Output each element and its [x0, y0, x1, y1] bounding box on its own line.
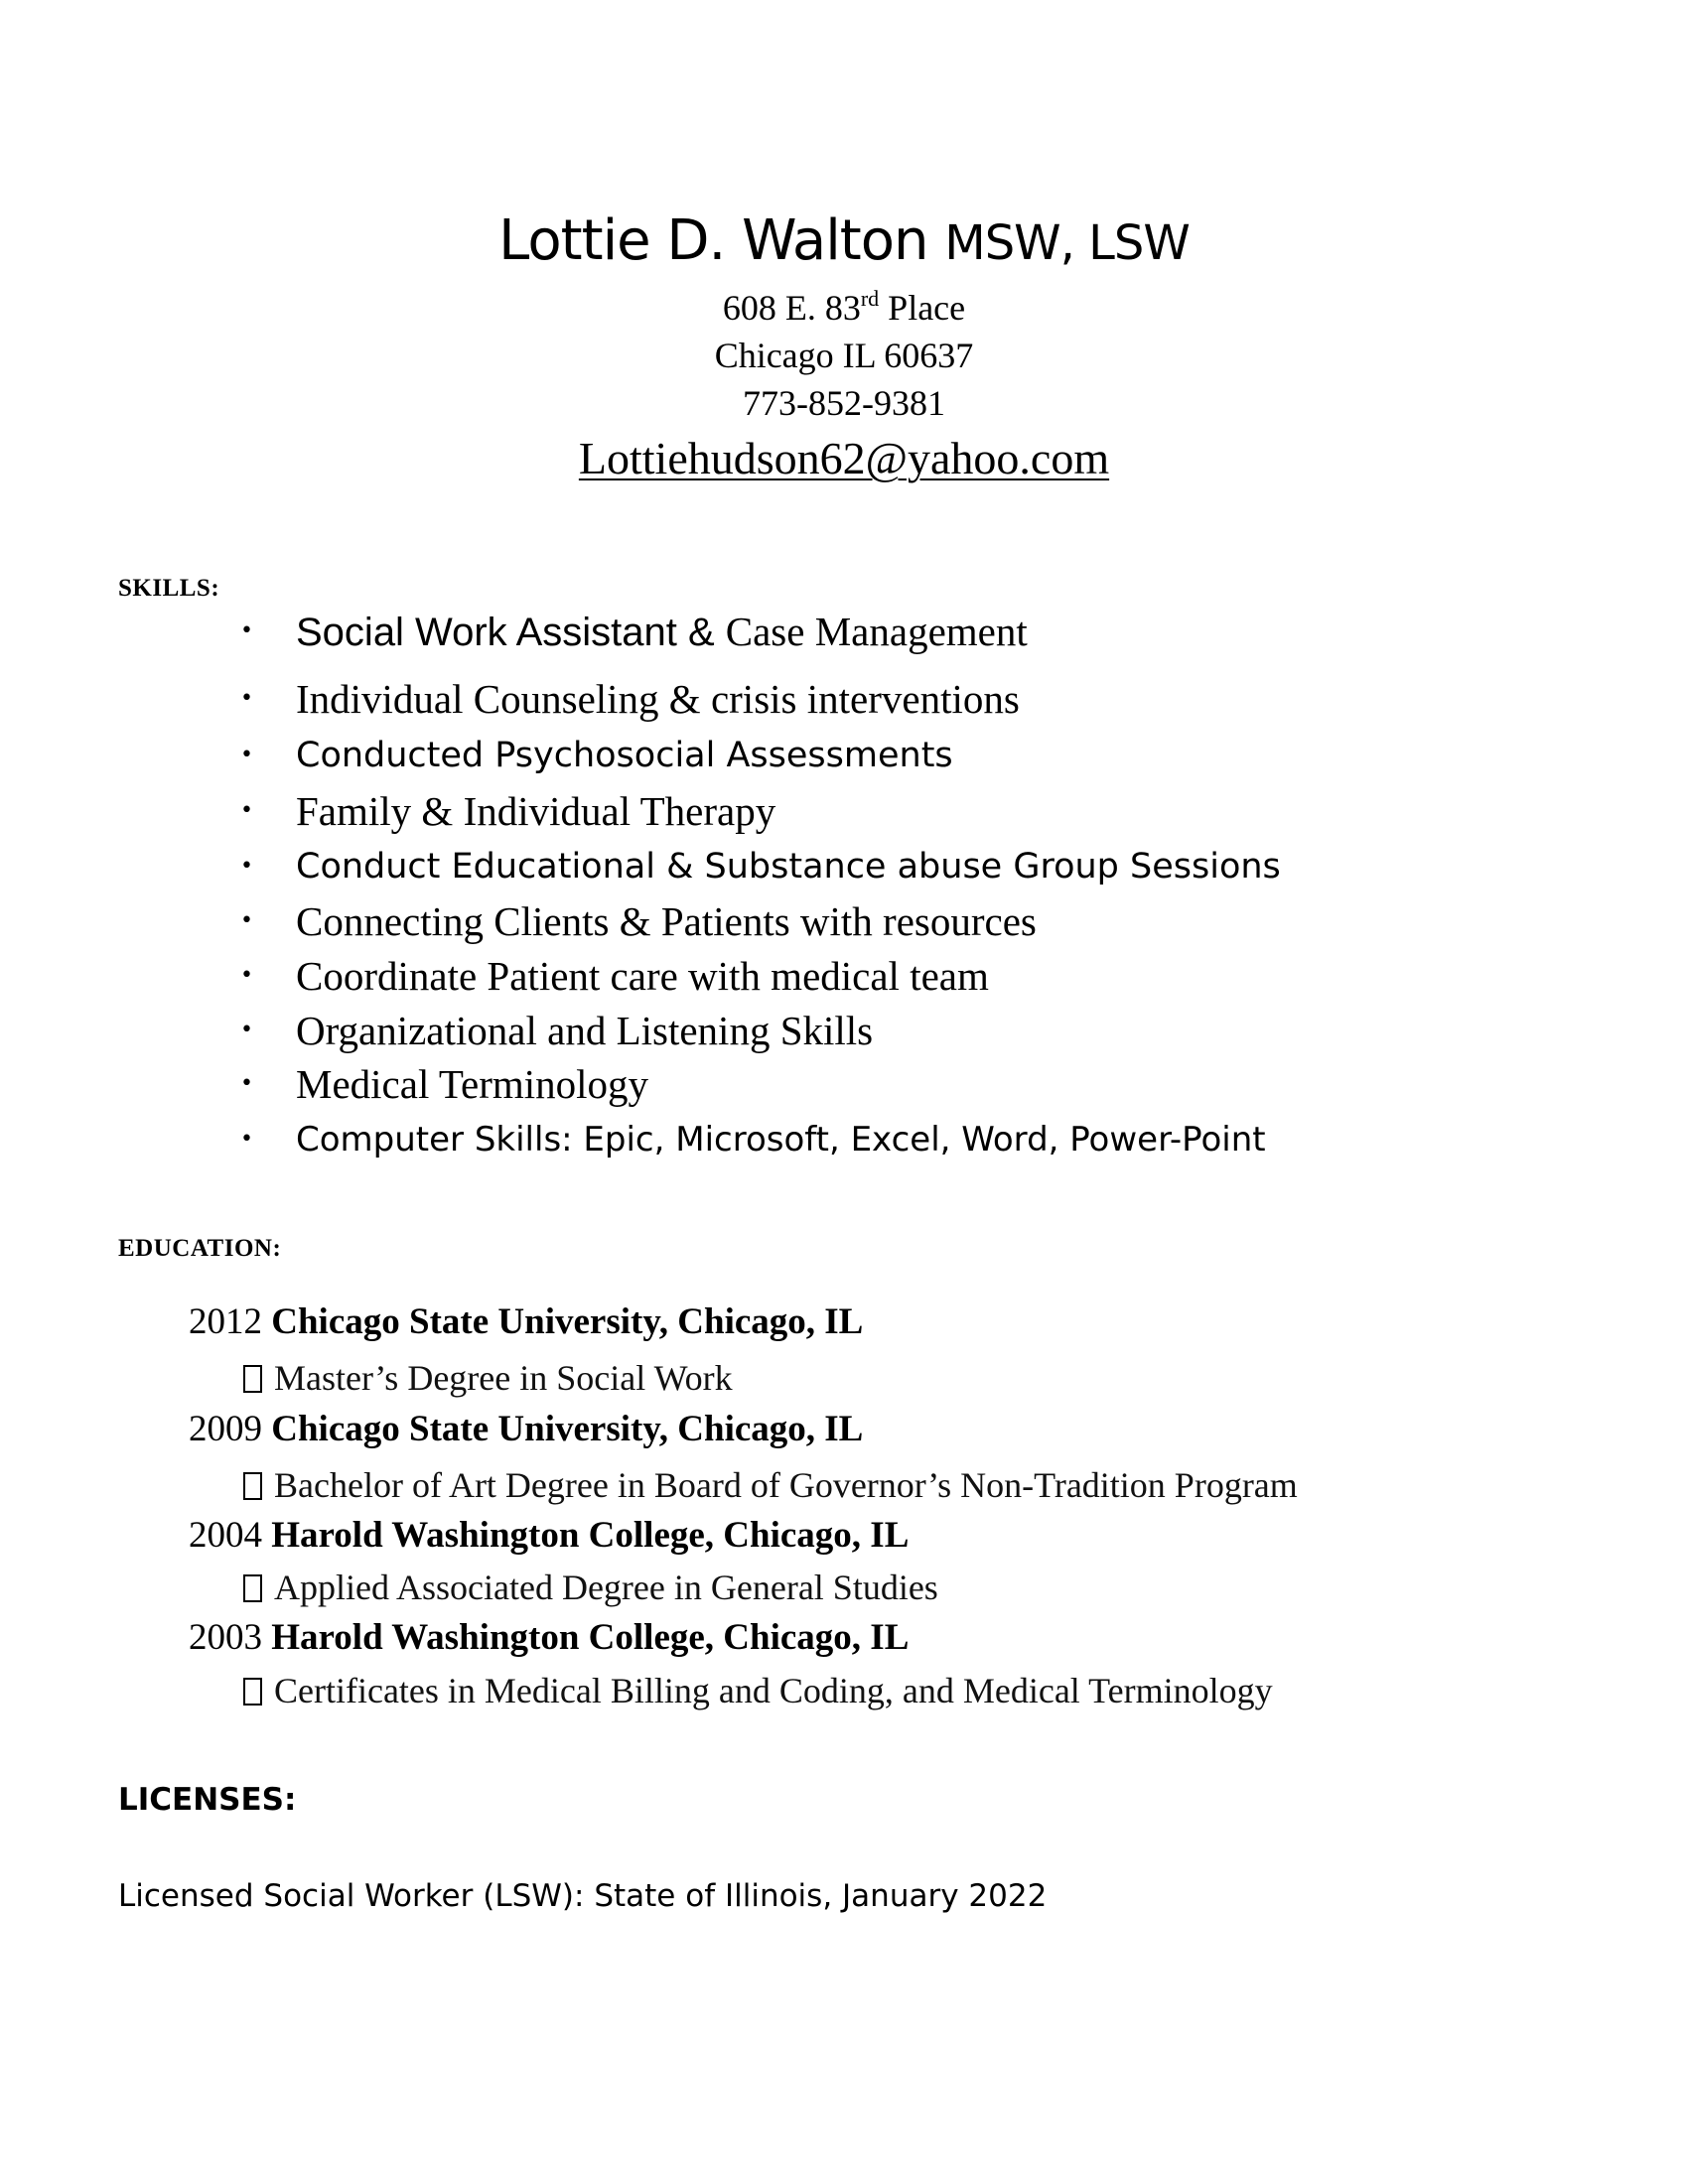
education-entry — [189, 1512, 1618, 1560]
bullet-icon: • — [240, 618, 253, 643]
street-suffix: Place — [879, 288, 966, 328]
skill-item — [240, 1056, 1650, 1112]
skill-item — [240, 604, 1650, 659]
empty-box-icon — [243, 1365, 262, 1393]
education-detail — [243, 1461, 1633, 1509]
skill-item — [240, 671, 1650, 727]
education-year: 2003 — [189, 1617, 262, 1658]
bullet-icon: • — [240, 743, 253, 767]
phone-number: 773-852-9381 — [743, 383, 945, 423]
education-detail — [243, 1667, 1633, 1714]
skill-text: Connecting Clients & Patients with resources — [296, 898, 1037, 944]
skill-text: Individual Counseling & crisis interventions — [296, 676, 1020, 722]
education-year: 2004 — [189, 1515, 262, 1556]
bullet-icon: • — [240, 798, 253, 823]
skill-text-part: Case Management — [725, 609, 1028, 654]
skill-item — [240, 783, 1650, 839]
email-line — [0, 429, 1688, 488]
full-name: Lottie D. Walton — [498, 208, 928, 273]
education-heading: EDUCATION: — [118, 1235, 282, 1262]
license-item: Licensed Social Worker (LSW): State of Illinois, January 2022 — [118, 1878, 1048, 1914]
bullet-icon: • — [240, 854, 253, 879]
skill-text: Family & Individual Therapy — [296, 788, 776, 834]
skill-item — [240, 839, 1650, 894]
empty-box-icon — [243, 1472, 262, 1500]
bullet-icon: • — [240, 963, 253, 988]
education-detail-text: Applied Associated Degree in General Studies — [274, 1568, 938, 1607]
skill-item — [240, 1112, 1650, 1167]
education-detail-text: Certificates in Medical Billing and Coding, and Medical Terminology — [274, 1671, 1273, 1710]
skill-item — [240, 1003, 1650, 1058]
education-entry — [189, 1406, 1618, 1453]
bullet-icon: • — [240, 1018, 253, 1042]
bullet-icon: • — [240, 686, 253, 711]
education-entry — [189, 1614, 1618, 1662]
education-school: Harold Washington College, Chicago, IL — [271, 1515, 910, 1556]
licenses-heading: LICENSES: — [118, 1782, 297, 1818]
skill-item — [240, 893, 1650, 949]
education-detail-text: Bachelor of Art Degree in Board of Governor’s Non-Tradition Program — [274, 1465, 1298, 1505]
skill-text: Organizational and Listening Skills — [296, 1008, 874, 1053]
skill-text: Computer Skills: Epic, Microsoft, Excel, Word, Power-Point — [296, 1120, 1266, 1160]
education-detail — [243, 1564, 1633, 1611]
skill-text: Conduct Educational & Substance abuse Group Sessions — [296, 847, 1281, 887]
education-school: Chicago State University, Chicago, IL — [271, 1301, 864, 1342]
empty-box-icon — [243, 1678, 262, 1706]
skill-text — [296, 604, 1028, 669]
skill-item — [240, 948, 1650, 1004]
skill-text-part: Social Work Assistant & — [296, 611, 726, 654]
education-year: 2009 — [189, 1409, 262, 1449]
bullet-icon: • — [240, 1071, 253, 1096]
name-heading — [0, 204, 1688, 281]
bullet-icon: • — [240, 908, 253, 933]
email-link[interactable]: Lottiehudson62@yahoo.com — [578, 433, 1110, 483]
skill-item — [240, 728, 1650, 783]
street-ordinal: rd — [860, 286, 880, 311]
education-detail-text: Master’s Degree in Social Work — [274, 1358, 733, 1398]
street-address — [0, 284, 1688, 332]
education-school: Chicago State University, Chicago, IL — [271, 1409, 864, 1449]
city-state-zip: Chicago IL 60637 — [714, 336, 974, 375]
skill-text: Medical Terminology — [296, 1061, 649, 1107]
bullet-icon: • — [240, 1127, 253, 1152]
education-detail — [243, 1354, 1633, 1402]
skill-text: Coordinate Patient care with medical team — [296, 953, 989, 999]
street-prefix: 608 E. 83 — [722, 288, 861, 328]
education-entry — [189, 1298, 1618, 1346]
education-year: 2012 — [189, 1301, 262, 1342]
empty-box-icon — [243, 1574, 262, 1602]
skill-text: Conducted Psychosocial Assessments — [296, 736, 953, 775]
education-school: Harold Washington College, Chicago, IL — [271, 1617, 910, 1658]
credentials: MSW, LSW — [944, 215, 1190, 271]
skills-heading: SKILLS: — [118, 575, 220, 602]
